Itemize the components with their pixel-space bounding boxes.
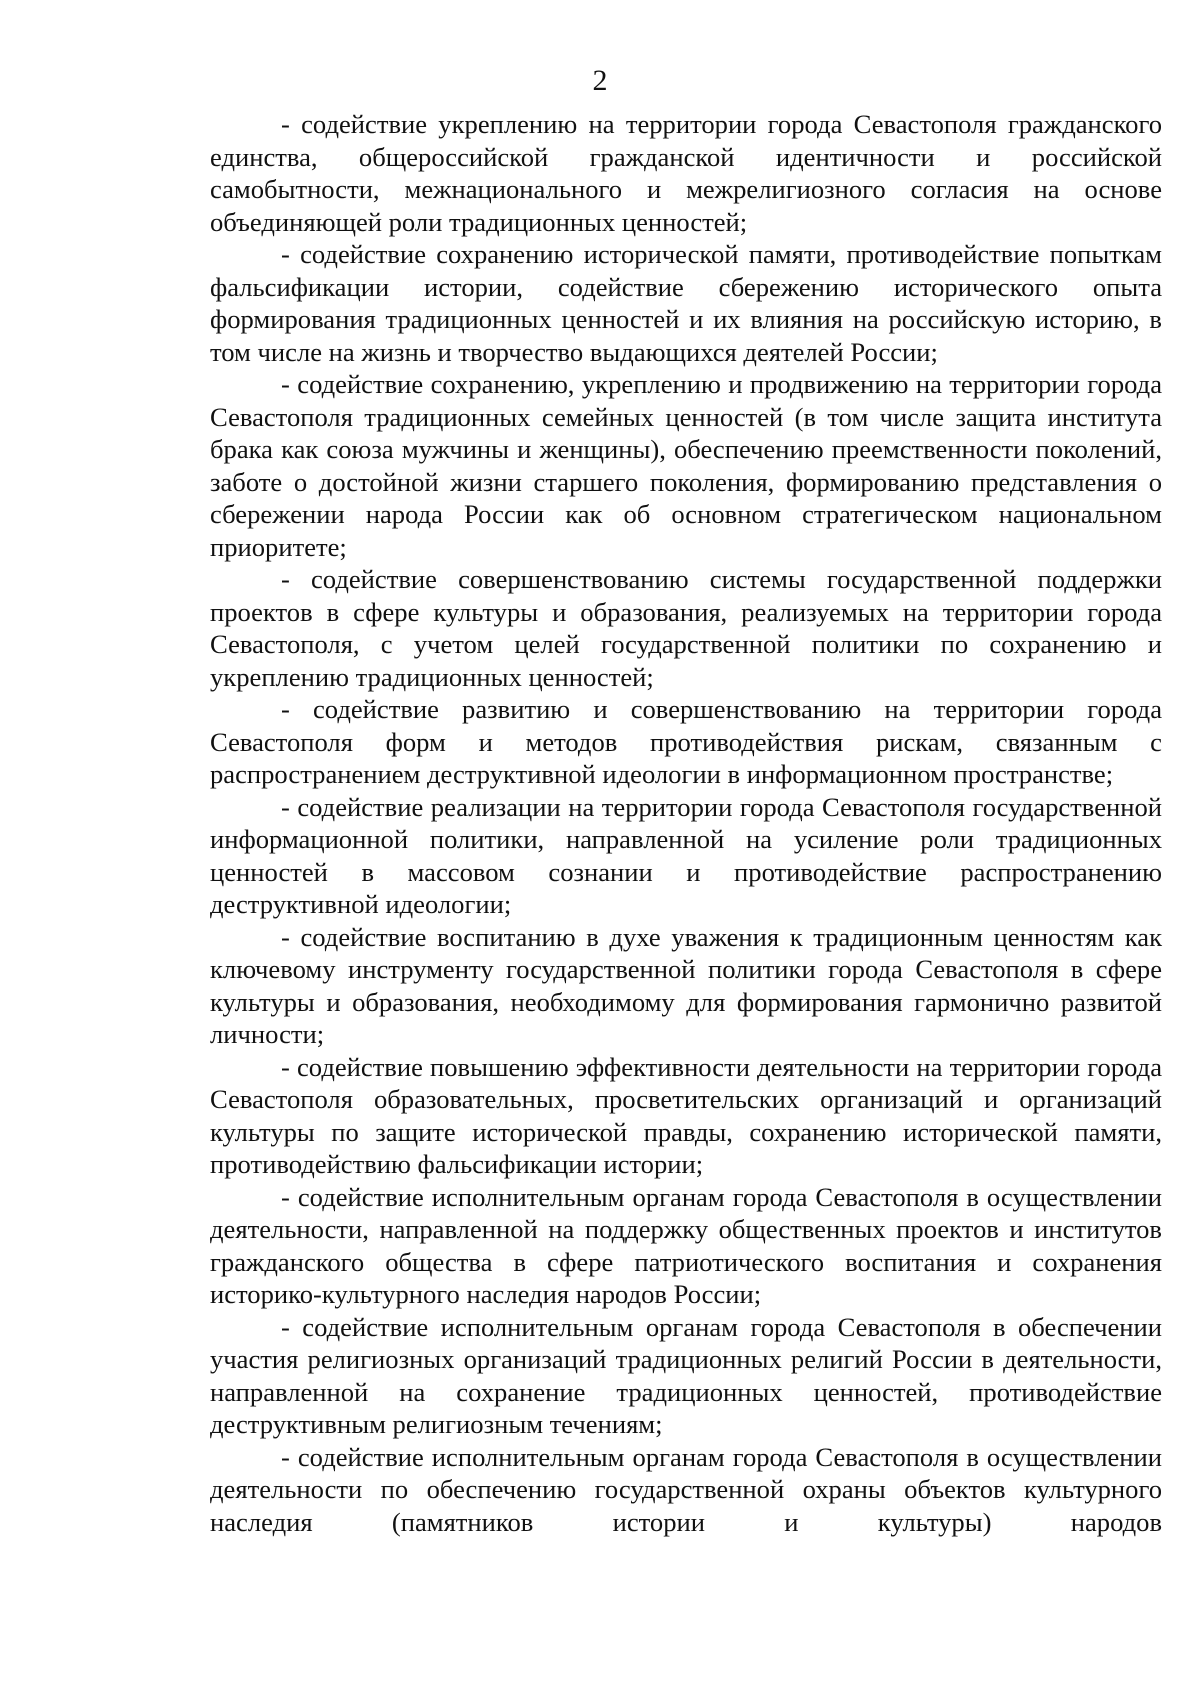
list-item: - содействие сохранению, укреплению и продвижению на территории города Севастополя традиционных семейных ценностей (в том числе защита института брака как союза мужчины и женщины), обеспечению преемственности поколений, заботе о достойной жизни старшего поколения, формированию представления о сбережении народа России как об основном стратегическом национальном приоритете;	[210, 369, 1162, 562]
list-item: - содействие воспитанию в духе уважения к традиционным ценностям как ключевому инструменту государственной политики города Севастополя в сфере культуры и образования, необходимому для формирования гармонично развитой личности;	[210, 921, 1162, 1049]
list-item: - содействие реализации на территории города Севастополя государственной информационной политики, направленной на усиление роли традиционных ценностей в массовом сознании и противодействие распространению деструктивной идеологии;	[210, 791, 1162, 919]
list-item: - содействие исполнительным органам города Севастополя в осуществлении деятельности, направленной на поддержку общественных проектов и институтов гражданского общества в сфере патриотического воспитания и сохранения историко-культурного наследия народов России;	[210, 1181, 1162, 1309]
list-item: - содействие сохранению исторической памяти, противодействие попыткам фальсификации истории, содействие сбережению исторического опыта формирования традиционных ценностей и их влияния на российскую историю, в том числе на жизнь и творчество выдающихся деятелей России;	[210, 239, 1162, 367]
document-body	[210, 108, 1162, 1538]
list-item: - содействие развитию и совершенствованию на территории города Севастополя форм и методов противодействия рискам, связанным с распространением деструктивной идеологии в информационном пространстве;	[210, 694, 1162, 789]
list-item: - содействие совершенствованию системы государственной поддержки проектов в сфере культуры и образования, реализуемых на территории города Севастополя, с учетом целей государственной политики по сохранению и укреплению традиционных ценностей;	[210, 564, 1162, 692]
list-item: - содействие исполнительным органам города Севастополя в обеспечении участия религиозных организаций традиционных религий России в деятельности, направленной на сохранение традиционных ценностей, противодействие деструктивным религиозным течениям;	[210, 1311, 1162, 1439]
list-item: - содействие повышению эффективности деятельности на территории города Севастополя образовательных, просветительских организаций и организаций культуры по защите исторической правды, сохранению исторической памяти, противодействию фальсификации истории;	[210, 1051, 1162, 1179]
page-number: 2	[592, 64, 608, 97]
list-item: - содействие укреплению на территории города Севастополя гражданского единства, общероссийской гражданской идентичности и российской самобытности, межнационального и межрелигиозного согласия на основе объединяющей роли традиционных ценностей;	[210, 109, 1162, 237]
list-item: - содействие исполнительным органам города Севастополя в осуществлении деятельности по обеспечению государственной охраны объектов культурного наследия (памятников истории и культуры) народов	[210, 1441, 1162, 1537]
